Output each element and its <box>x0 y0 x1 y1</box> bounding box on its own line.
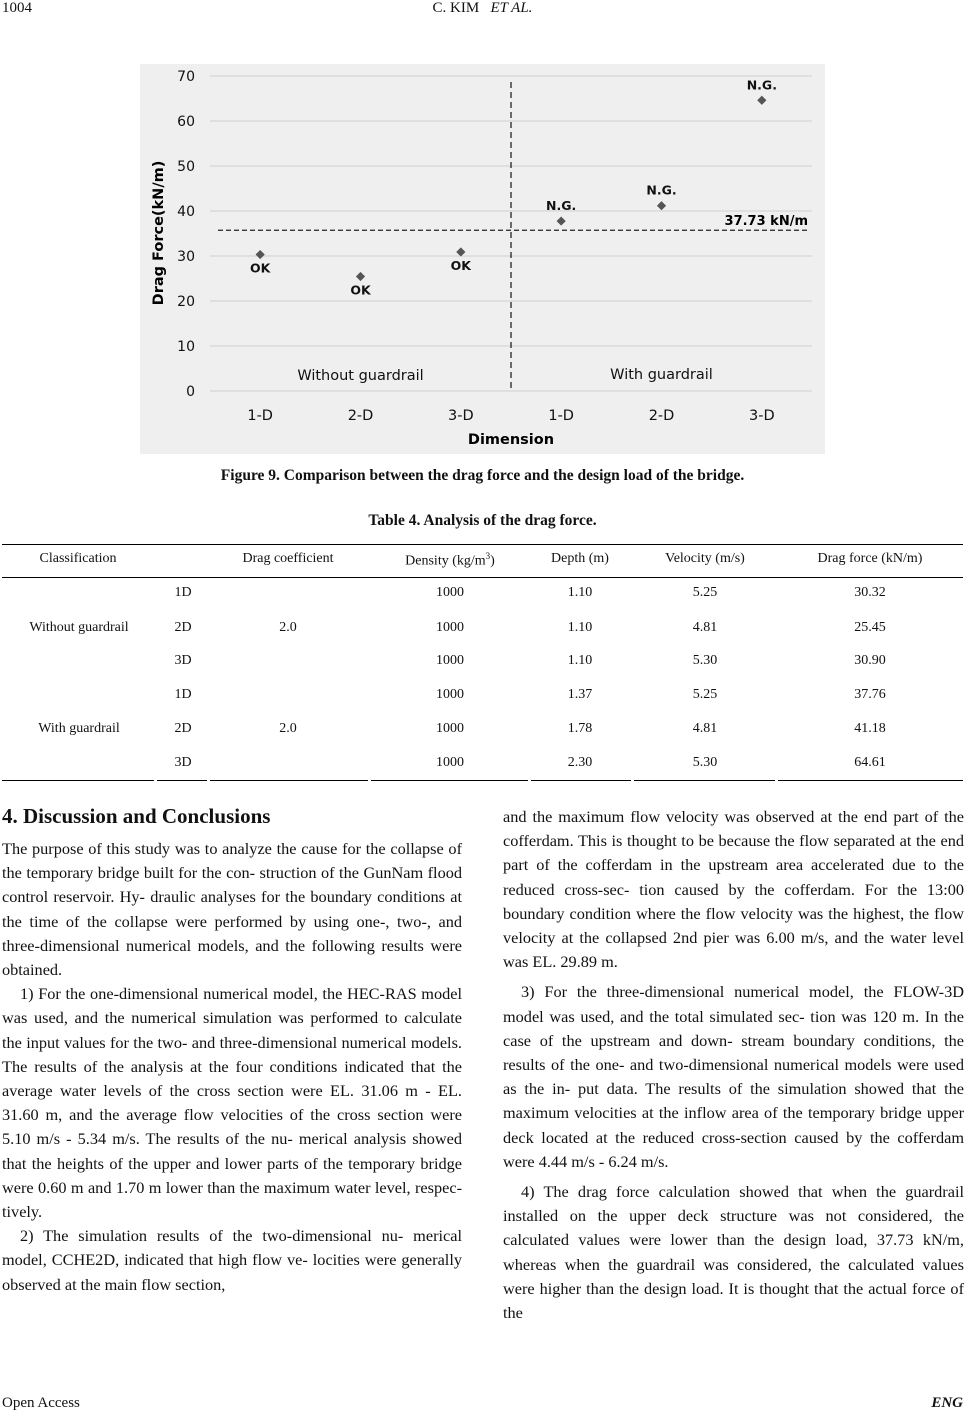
cell-velocity: 5.25 <box>692 585 718 600</box>
y-tick-label: 40 <box>177 204 195 220</box>
cell-velocity: 4.81 <box>692 721 718 736</box>
y-tick-label: 10 <box>177 339 195 355</box>
x-axis-label: Dimension <box>467 432 555 448</box>
header-density-text: Density (kg/m <box>405 553 486 569</box>
header-density-close: ) <box>490 553 495 569</box>
data-point <box>757 96 766 105</box>
data-label: N.G. <box>546 198 577 214</box>
data-label: OK <box>350 282 371 298</box>
group-name: Without guardrail <box>29 620 129 635</box>
cell-dim: 1D <box>174 585 192 600</box>
table-bottom-rule <box>778 780 963 781</box>
cell-force: 41.18 <box>854 721 886 736</box>
footer-journal: ENG <box>931 1395 963 1411</box>
header-density-sup: 3 <box>485 551 491 561</box>
cell-density: 1000 <box>436 653 464 668</box>
y-axis-label: Drag Force(kN/m) <box>151 160 167 306</box>
cell-force: 64.61 <box>854 755 886 770</box>
table-bottom-rule <box>371 780 528 781</box>
header-velocity: Velocity (m/s) <box>665 551 745 566</box>
header-drag-force: Drag force (kN/m) <box>817 551 923 566</box>
cell-dim: 2D <box>174 721 192 736</box>
cell-depth: 1.10 <box>567 585 593 600</box>
cell-depth: 1.10 <box>567 620 593 635</box>
running-header <box>0 0 965 17</box>
cell-force: 25.45 <box>854 620 886 635</box>
table-bottom-rule <box>2 780 154 781</box>
paragraph: 4) The drag force calculation showed that when the guardrail installed on the upper deck structure was not considered, the calculated values were lower than the design load, 37.73 kN/m, whereas when the guardrail was considered, the calculated values were higher than the design load. It is thought that the actual force of the <box>503 1182 964 1323</box>
cell-velocity: 5.30 <box>692 653 718 668</box>
group-coefficient: 2.0 <box>279 721 297 736</box>
paragraph: The purpose of this study was to analyze the cause for the collapse of the temporary bridge built for the con- struction of the GunNam flood control reservoir. Hy- draulic analyses for the boundary conditions at the time of the collapse were performed by using one-, two-, and three-dimensional numerical models, and the following results were obtained. <box>2 839 462 980</box>
x-tick-label: 3-D <box>749 408 775 424</box>
header-density <box>385 551 515 570</box>
table-bottom-rule <box>531 780 631 781</box>
y-tick-label: 0 <box>186 384 195 400</box>
table-bottom-rule <box>634 780 775 781</box>
y-tick-label: 60 <box>177 114 195 130</box>
data-label: OK <box>250 260 271 276</box>
table-header-rule <box>2 577 963 578</box>
cell-dim: 3D <box>174 755 192 770</box>
x-tick-label: 2-D <box>347 408 374 424</box>
cell-velocity: 5.25 <box>692 687 718 702</box>
header-depth: Depth (m) <box>551 551 609 566</box>
paragraph: and the maximum flow velocity was observed at the end part of the cofferdam. This is thought to be because the flow separated at the end part of the cofferdam in the upstream area accelerated due to the reduced cross-sec- tion caused by the cofferdam. For the 13:00 boundary condition where the flow velocity was the highest, the flow velocity at the collapsed 2nd pier was 6.00 m/s, and the water level was EL. 29.89 m. <box>503 807 964 972</box>
cell-density: 1000 <box>436 620 464 635</box>
data-point <box>657 201 666 210</box>
table-caption: Table 4. Analysis of the drag force. <box>368 512 597 529</box>
section-title: 4. Discussion and Conclusions <box>2 804 271 828</box>
x-tick-label: 3-D <box>448 408 474 424</box>
header-author-italic: ET AL. <box>490 0 533 16</box>
cell-density: 1000 <box>436 721 464 736</box>
y-tick-label: 50 <box>177 159 195 175</box>
cell-dim: 1D <box>174 687 192 702</box>
table-top-rule <box>2 544 963 545</box>
y-tick-label: 20 <box>177 294 195 310</box>
paragraph: 1) For the one-dimensional numerical model, the HEC-RAS model was used, and the numerical simulation was performed to calculate the input values for the two- and three-dimensional numerical models. The results of the analysis at the four conditions indicated that the average water levels of the cross section were EL. 31.06 m - EL. 31.60 m, and the average flow velocities of the cross section were 5.10 m/s - 5.34 m/s. The results of the nu- merical analysis showed that the heights of the upper and lower parts of the temporary bridge were 0.60 m and 1.70 m lower than the maximum water level, respec- tively. <box>2 984 462 1222</box>
right-column <box>503 805 964 1325</box>
x-tick-label: 1-D <box>247 408 273 424</box>
group-name: With guardrail <box>38 721 120 736</box>
cell-dim: 2D <box>174 620 192 635</box>
cell-depth: 1.78 <box>567 721 593 736</box>
paragraph: 3) For the three-dimensional numerical model, the FLOW-3D model was used, and the total simulated sec- tion was 120 m. In the case of the upstream and down- stream boundary conditions, the results of the one- and two-dimensional numerical models were used as the in- put data. The results of the simulation showed that the maximum velocities at the inflow area of the temporary bridge upper deck located at the reduced cross-section caused by the cofferdam were 4.44 m/s - 6.24 m/s. <box>503 982 964 1171</box>
cell-velocity: 4.81 <box>692 620 718 635</box>
group-label-without-guardrail: Without guardrail <box>297 368 424 384</box>
y-tick-label: 70 <box>177 69 195 85</box>
data-label: N.G. <box>646 182 677 198</box>
cell-density: 1000 <box>436 687 464 702</box>
table-bottom-rule <box>210 780 368 781</box>
cell-force: 37.76 <box>854 687 886 702</box>
drag-force-chart <box>140 64 825 454</box>
header-classification: Classification <box>39 551 117 566</box>
design-load-label: 37.73 kN/m <box>724 214 808 230</box>
figure-caption: Figure 9. Comparison between the drag force and the design load of the bridge. <box>220 467 745 484</box>
table-bottom-rule <box>157 780 207 781</box>
cell-dim: 3D <box>174 653 192 668</box>
data-point <box>557 216 566 225</box>
group-coefficient: 2.0 <box>279 620 297 635</box>
data-point <box>456 247 465 256</box>
group-label-with-guardrail: With guardrail <box>610 367 713 383</box>
page-number: 1004 <box>2 0 32 16</box>
y-tick-label: 30 <box>177 249 195 265</box>
header-drag-coefficient: Drag coefficient <box>242 551 334 566</box>
cell-depth: 2.30 <box>567 755 593 770</box>
paragraph: 2) The simulation results of the two-dimensional nu- merical model, CCHE2D, indicated that high flow ve- locities were generally observed at the main flow section, <box>2 1226 462 1294</box>
cell-density: 1000 <box>436 755 464 770</box>
data-label: N.G. <box>746 77 777 93</box>
header-author: C. KIM <box>432 0 480 16</box>
cell-density: 1000 <box>436 585 464 600</box>
cell-velocity: 5.30 <box>692 755 718 770</box>
data-point <box>356 272 365 281</box>
cell-force: 30.32 <box>854 585 886 600</box>
x-tick-label: 1-D <box>548 408 574 424</box>
footer-open-access: Open Access <box>2 1395 80 1411</box>
left-column <box>2 803 462 1297</box>
data-point <box>256 250 265 259</box>
x-tick-label: 2-D <box>648 408 675 424</box>
chart-svg <box>140 64 825 454</box>
data-label: OK <box>450 257 471 273</box>
cell-depth: 1.10 <box>567 653 593 668</box>
cell-depth: 1.37 <box>567 687 593 702</box>
cell-force: 30.90 <box>854 653 886 668</box>
